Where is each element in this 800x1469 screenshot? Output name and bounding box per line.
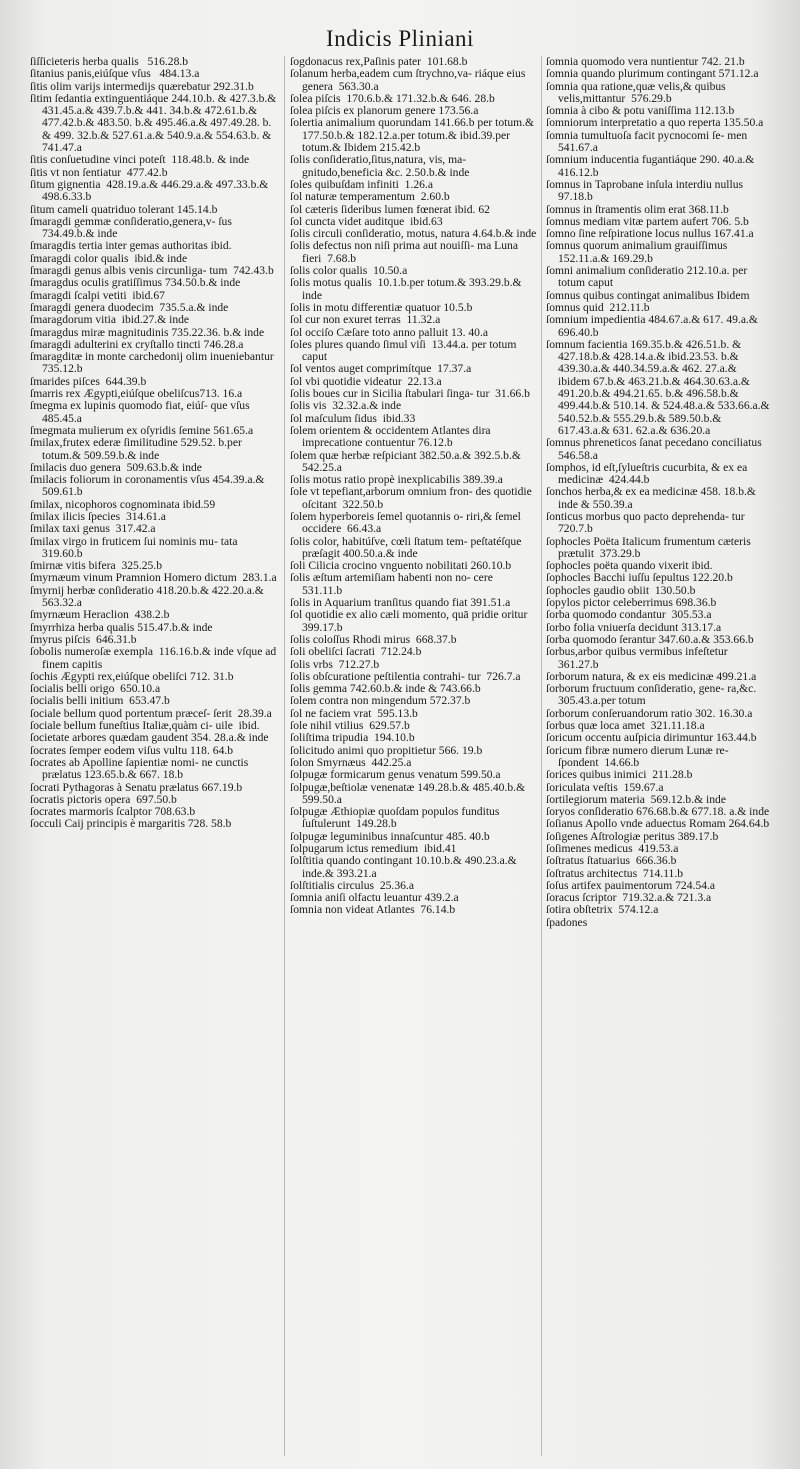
index-entry: ſolertia animalium quorundam 141.66.b per totum.& 177.50.b.& 182.12.a.per totum.& ibid.39.per totum.& Ibidem 215.42.b — [290, 116, 537, 155]
index-entry: ſmegmata mulierum ex oſyridis ſemine 561.65.a — [30, 423, 254, 437]
index-entry: ſmilax, nicophoros cognominata ibid.59 — [30, 497, 216, 511]
index-entry: ſmaragdi adulterini ex cryſtallo tincti 746.28.a — [30, 337, 244, 351]
index-entry: ſoliſtima tripudia 194.10.b — [290, 731, 415, 745]
index-entry: ſol vbi quotidie videatur 22.13.a — [290, 374, 442, 388]
index-entry: ſoli Cilicia crocino vnguento nobilitati 260.10.b — [290, 559, 512, 573]
index-entry: ſmaragdi gemmæ conſideratio,genera,v- ſus 734.49.b.& inde — [30, 214, 238, 241]
index-entry: ſomnia qua ratione,quæ velis,& quibus velis,mittantur 576.29.b — [546, 79, 729, 105]
index-entry: ſolem contra non mingendum 572.37.b — [290, 694, 471, 708]
index-entry: ſorbus,arbor quibus vermibus infeſtetur 361.27.b — [546, 645, 731, 671]
index-entry: ſolpugæ,beſtiolæ venenatæ 149.28.b.& 485.40.b.& 599.50.a — [290, 780, 528, 806]
index-entry: ſmaragdi genus albis venis circunliga- tum 742.43.b — [30, 264, 274, 278]
index-entry: ſocrati Pythagoras à Senatu prælatus 667.19.b — [30, 780, 243, 794]
index-entry: ſol ne faciem vrat 595.13.b — [290, 706, 418, 720]
index-entry: ſolpugarum ictus remedium ibid.41 — [290, 842, 457, 855]
index-entry: ſoles plures quando ſimul viſi 13.44.a. per totum caput — [290, 337, 520, 364]
index-entry: ſorices quibus inimici 211.28.b — [546, 768, 693, 782]
column-divider — [541, 56, 542, 1456]
index-entry: ſol cæteris ſideribus lumen fœnerat ibid. 62 — [290, 202, 490, 216]
index-entry: ſolſtitia quando contingant 10.10.b.& 490.23.a.& inde.& 393.21.a — [290, 854, 520, 880]
index-entry: ſoſimenes medicus 419.53.a — [546, 842, 679, 855]
index-entry: ſolea piſcis ex planorum genere 173.56.a — [290, 104, 479, 118]
index-entry: ſomno ſine reſpiratione locus nullus 167.41.a — [546, 227, 754, 241]
index-entry: ſitanius panis,eiúſque vſus 484.13.a — [30, 67, 200, 81]
index-entry: ſmyrnij herbæ conſideratio 418.20.b.& 422.20.a.& 563.32.a — [30, 583, 267, 610]
index-entry: ſoſtratus architectus 714.11.b — [546, 866, 684, 880]
index-entry: ſiſſicieteris herba qualis 516.28.b — [30, 55, 189, 68]
index-column-3 — [546, 55, 773, 1461]
index-entry: ſomnia non videat Atlantes 76.14.b — [290, 903, 456, 917]
index-entry: ſitis conſuetudine vinci poteſt 118.48.b. & inde — [30, 153, 250, 167]
index-entry: ſoſtratus ſtatuarius 666.36.b — [546, 854, 677, 868]
index-entry: ſolis æſtum artemiſiam habenti non no- cere 531.11.b — [290, 571, 499, 597]
index-entry: ſol naturæ temperamentum 2.60.b — [290, 190, 450, 204]
index-entry: ſoricum fibræ numero dierum Lunæ re- ſpondent 14.66.b — [546, 743, 732, 769]
index-entry: ſocialis belli initium 653.47.b — [30, 694, 170, 708]
index-entry: ſolis defectus non niſi prima aut nouiſſi- ma Luna fieri 7.68.b — [290, 239, 521, 265]
index-entry: ſmyrnæum Heraclion 438.2.b — [30, 608, 170, 622]
index-entry: ſmarides piſces 644.39.b — [30, 374, 147, 388]
index-entry: ſmyrrhiza herba qualis 515.47.b.& inde — [30, 620, 213, 634]
index-entry: ſonchos herba,& ex ea medicinæ 458. 18.b.& inde & 550.39.a — [546, 485, 759, 511]
index-entry: ſomnus in Taprobane inſula interdiu nullus 97.18.b — [546, 177, 749, 204]
index-entry: ſolpugæ formicarum genus venatum 599.50.a — [290, 768, 501, 782]
index-entry: ſitis olim varijs intermedijs quærebatur 292.31.b — [30, 79, 254, 93]
index-entry: ſitim ſedantia extinguentiáque 244.10.b. & 427.3.b.& 431.45.a.& 439.7.b.& 441. 34.b.& 472.61.b.& 477.42.b.& 483.50. b.& 495.46.a.& 497.49.28. b. & 499. 32.b.& 527.61.a.& 540.9.a.& 554.63.b. & 741.47.a — [30, 91, 280, 155]
index-entry: ſomni animalium conſideratio 212.10.a. per totum caput — [546, 264, 751, 290]
index-entry: ſortilegiorum materia 569.12.b.& inde — [546, 792, 726, 806]
index-entry: ſorborum natura, & ex eis medicinæ 499.21.a — [546, 669, 757, 683]
index-entry: ſocratis pictoris opera 697.50.b — [30, 792, 177, 806]
index-column-1 — [30, 56, 280, 1461]
column-divider — [284, 56, 285, 1456]
index-entry: ſol cur non exuret terras 11.32.a — [290, 313, 441, 327]
index-entry: ſitis vt non ſentiatur 477.42.b — [30, 165, 168, 179]
index-entry: ſociale bellum funeſtius Italiæ,quàm ci- uile ibid. — [30, 719, 260, 733]
index-entry: ſolem orientem & occidentem Atlantes dira imprecatione contuentur 76.12.b — [290, 423, 494, 450]
index-entry: ſoſianus Apollo vnde aduectus Romam 264.64.b — [546, 817, 770, 831]
index-entry: ſmilax virgo in fruticem ſui nominis mu- tata 319.60.b — [30, 534, 244, 560]
index-entry: ſomnia aniſi olfactu leuantur 439.2.a — [290, 891, 459, 905]
index-entry: ſolon Smyrnæus 442.25.a — [290, 755, 412, 769]
index-entry: ſmilax,frutex ederæ ſimilitudine 529.52. b.per totum.& 509.59.b.& inde — [30, 436, 245, 462]
index-entry: ſolis circuli conſideratio, motus, natura 4.64.b.& inde — [290, 227, 537, 241]
index-entry: ſolis color qualis 10.50.a — [290, 264, 408, 278]
index-entry: ſmaragdi color qualis ibid.& inde — [30, 251, 188, 265]
index-entry: ſolpugæ Æthiopiæ quoſdam populos funditus ſuſtulerunt 149.28.b — [290, 805, 503, 831]
index-entry: ſomniorum interpretatio a quo reperta 135.50.a — [546, 116, 764, 130]
index-entry: ſolea piſcis 170.6.b.& 171.32.b.& 646. 28.b — [290, 91, 495, 105]
index-entry: ſogdonacus rex,Paſinis pater 101.68.b — [290, 55, 468, 68]
index-entry: ſmilacis foliorum in coronamentis vſus 454.39.a.& 509.61.b — [30, 473, 268, 499]
index-entry: ſmyrus piſcis 646.31.b — [30, 632, 137, 646]
index-entry: ſol occiſo Cæſare toto anno palluit 13. 40.a — [290, 325, 489, 339]
index-entry: ſolis vis 32.32.a.& inde — [290, 399, 402, 413]
index-entry: ſomnus quid 212.11.b — [546, 300, 650, 314]
index-entry: ſoli obeliſci ſacrati 712.24.b — [290, 645, 422, 659]
index-entry: ſomnia à cibo & potu vaniſſima 112.13.b — [546, 104, 735, 118]
index-entry: ſol quotidie ex alio cæli momento, quā pridie oritur 399.17.b — [290, 608, 534, 634]
index-entry: ſorba quomodo ſerantur 347.60.a.& 353.66.b — [546, 632, 754, 646]
index-entry: ſorborum fructuum conſideratio, gene- ra,&c. 305.43.a.per totum — [546, 682, 763, 708]
index-entry: ſomnia quomodo vera nuntientur 742. 21.b — [546, 55, 745, 68]
index-entry: ſmaragdorum vitia ibid.27.& inde — [30, 313, 190, 327]
index-entry: ſochis Ægypti rex,eiúſque obeliſci 712. 31.b — [30, 669, 234, 683]
index-entry: ſocialis belli origo 650.10.a — [30, 682, 161, 696]
index-entry: ſmaragditæ in monte carchedonij olim inueniebantur 735.12.b — [30, 350, 280, 376]
index-entry: ſolicitudo animi quo propitietur 566. 19.b — [290, 743, 483, 757]
index-entry: ſole vt tepefiant,arborum omnium fron- des quotidie oſcitant 322.50.b — [290, 485, 535, 511]
index-entry: ſolanum herba,eadem cum ſtrychno,va- riáque eius genera 563.30.a — [290, 67, 529, 93]
index-entry: ſpadones — [546, 915, 588, 929]
index-entry: ſocrates ab Apolline ſapientiæ nomi- ne cunctis prælatus 123.65.b.& 667. 18.b — [30, 755, 252, 782]
index-entry: ſorborum conſeruandorum ratio 302. 16.30.a — [546, 706, 753, 720]
index-entry: ſmaragdis tertia inter gemas authoritas ibid. — [30, 239, 232, 253]
index-entry: ſomnus quorum animalium grauiſſimus 152.11.a.& 169.29.b — [546, 239, 731, 265]
index-entry: ſomnia tumultuoſa facit pycnocomi ſe- men 541.67.a — [546, 128, 754, 155]
index-entry: ſophocles poëta quando vixerit ibid. — [546, 559, 713, 573]
index-entry: ſomnus quibus contingat animalibus Ibidem — [546, 288, 750, 302]
index-entry: ſmaragdi genera duodecim 735.5.a.& inde — [30, 300, 229, 314]
index-entry: ſmilax ilicis ſpecies 314.61.a — [30, 509, 166, 523]
index-column-2 — [290, 56, 538, 1461]
index-entry: ſole nihil vtilius 629.57.b — [290, 719, 410, 733]
page-title: Indicis Pliniani — [326, 26, 474, 51]
index-entry: ſmyrnæum vinum Pramnion Homero dictum 283.1.a — [30, 571, 277, 585]
index-entry: ſolis motus qualis 10.1.b.per totum.& 393.29.b.& inde — [290, 276, 525, 302]
index-entry: ſocrates marmoris ſcalptor 708.63.b — [30, 805, 196, 819]
index-entry: ſoriculata veſtis 159.67.a — [546, 780, 664, 794]
index-entry: ſolem quæ herbæ reſpiciant 382.50.a.& 392.5.b.& 542.25.a — [290, 448, 524, 474]
index-entry: ſitum cameli quatriduo tolerant 145.14.b — [30, 202, 218, 216]
index-entry: ſoryos conſideratio 676.68.b.& 677.18. a.& inde — [546, 805, 770, 819]
index-entry: ſomnium inducentia fugantiáque 290. 40.a.& 416.12.b — [546, 153, 758, 179]
index-entry: ſomnus phreneticos ſanat pecedano conciliatus 546.58.a — [546, 436, 768, 462]
index-entry: ſolpugæ leguminibus innaſcuntur 485. 40.b — [290, 829, 490, 843]
index-entry: ſoricum occentu auſpicia dirimuntur 163.44.b — [546, 731, 757, 745]
index-entry: ſonticus morbus quo pacto deprehenda- tur 720.7.b — [546, 509, 751, 536]
index-entry: ſomnus in ſtramentis olim erat 368.11.b — [546, 202, 729, 216]
index-entry: ſolem hyperboreis ſemel quotannis o- riri,& ſemel occidere 66.43.a — [290, 509, 524, 536]
index-entry: ſolis coloſſus Rhodi mirus 668.37.b — [290, 632, 457, 646]
index-entry: ſophocles Bacchi iuſſu ſepultus 122.20.b — [546, 571, 733, 585]
index-entry: ſmaragdus oculis gratiſſimus 734.50.b.& inde — [30, 276, 241, 290]
index-entry: ſobolis numeroſæ exempla 116.16.b.& inde vſque ad finem capitis — [30, 645, 280, 671]
index-entry: ſolis motus ratio propè inexplicabilis 389.39.a — [290, 473, 503, 487]
index-entry: ſoſus artifex pauimentorum 724.54.a — [546, 878, 716, 892]
index-entry: ſociale bellum quod portentum præceſ- ſerit 28.39.a — [30, 706, 272, 720]
index-entry: ſocietate arbores quædam gaudent 354. 28.a.& inde — [30, 731, 269, 745]
index-entry: ſolis boues cur in Sicilia ſtabulari ſinga- tur 31.66.b — [290, 387, 530, 401]
index-entry: ſolis obſcuratione peſtilentia contrahi- tur 726.7.a — [290, 669, 521, 683]
index-entry: ſophocles gaudio obiit 130.50.b — [546, 583, 696, 597]
index-entry: ſopylos pictor celeberrimus 698.36.b — [546, 596, 717, 610]
index-entry: ſolis vrbs 712.27.b — [290, 657, 380, 671]
index-entry: ſorbo folia vniuerſa decidunt 313.17.a — [546, 620, 722, 634]
index-entry: ſomnum facientia 169.35.b.& 426.51.b. & 427.18.b.& 428.14.a.& ibid.23.53. b.& 439.30.a.& 440.34.59.a.& 462. 27.a.& ibidem 67.b.& 463.21.b.& 464.30.63.a.& 491.20.b.& 494.21.65. b.& 496.58.b.& 499.44.b.& 510.14. & 524.48.a.& 533.66.a.& 540.52.b.& 555.29.b.& 589.50.b.& 617.43.a.& 631. 62.a.& 636.20.a — [546, 337, 773, 437]
index-entry: ſoſigenes Aſtrologiæ peritus 389.17.b — [546, 829, 719, 843]
index-entry: ſolis in motu differentiæ quatuor 10.5.b — [290, 300, 473, 314]
index-entry: ſoles quibuſdam infiniti 1.26.a — [290, 177, 433, 191]
index-entry: ſmegma ex lupinis quomodo fiat, eiúſ- que vſus 485.45.a — [30, 399, 256, 425]
index-entry: ſmilacis duo genera 509.63.b.& inde — [30, 460, 202, 474]
index-entry: ſolis conſideratio,ſitus,natura, vis, ma- gnitudo,beneficia &c. 2.50.b.& inde — [290, 153, 470, 179]
index-entry: ſocculi Caij principis è margaritis 728. 58.b — [30, 817, 232, 831]
index-entry: ſomphos, id eſt,ſylueſtris cucurbita, & ex ea medicinæ 424.44.b — [546, 460, 751, 487]
index-entry: ſmarris rex Ægypti,eiúſque obeliſcus713. 16.a — [30, 387, 243, 401]
index-entry: ſophocles Poëta Italicum frumentum cæteris prætulit 373.29.b — [546, 534, 754, 560]
index-entry: ſol cuncta videt auditque ibid.63 — [290, 214, 443, 228]
index-entry: ſmilax taxi genus 317.42.a — [30, 522, 156, 536]
index-entry: ſolis in Aquarium tranſitus quando fiat 391.51.a — [290, 596, 511, 610]
index-entry: ſmaragdi ſcalpi vetiti ibid.67 — [30, 288, 165, 302]
index-entry: ſocrates ſemper eodem viſus vultu 118. 64.b — [30, 743, 234, 757]
index-entry: ſorba quomodo condantur 305.53.a — [546, 608, 712, 622]
index-entry: ſomnus mediam vitæ partem aufert 706. 5.b — [546, 214, 749, 228]
index-entry: ſolis gemma 742.60.b.& inde & 743.66.b — [290, 682, 481, 696]
index-entry: ſitum gignentia 428.19.a.& 446.29.a.& 497.33.b.& 498.6.33.b — [30, 177, 272, 204]
index-entry: ſmirnæ vitis bifera 325.25.b — [30, 559, 163, 573]
index-entry: ſomnia quando plurimum contingant 571.12.a — [546, 67, 759, 81]
index-entry: ſolis color, habitúſve, cœli ſtatum tem- peſtatéſque præſagit 400.50.a.& inde — [290, 534, 525, 560]
index-entry: ſolſtitialis circulus 25.36.a — [290, 878, 414, 892]
index-entry: ſomnium impedientia 484.67.a.& 617. 49.a.& 696.40.b — [546, 313, 761, 339]
index-entry: ſol maſculum ſidus ibid.33 — [290, 411, 416, 425]
index-entry: ſol ventos auget comprimítque 17.37.a — [290, 362, 472, 376]
index-entry: ſotira obſtetrix 574.12.a — [546, 903, 659, 917]
index-entry: ſoracus ſcriptor 719.32.a.& 721.3.a — [546, 891, 712, 905]
index-entry: ſmaragdus miræ magnitudinis 735.22.36. b.& inde — [30, 325, 265, 339]
index-entry: ſorbus quæ loca amet 321.11.18.a — [546, 719, 705, 733]
